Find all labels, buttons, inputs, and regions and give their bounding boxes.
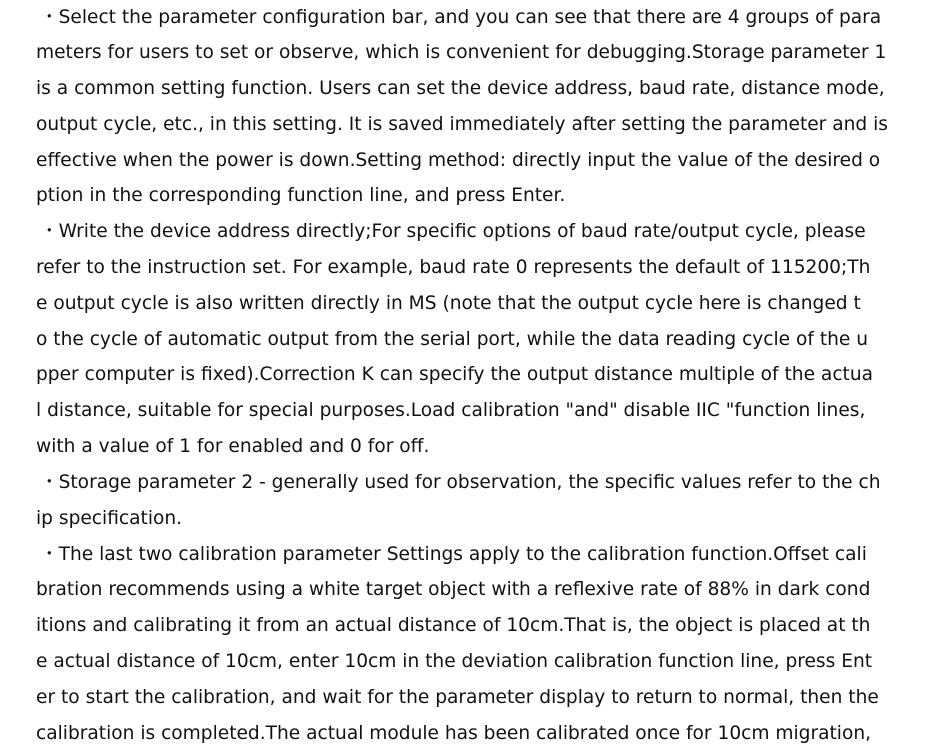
paragraph-line: refer to the instruction set. For example, baud rate 0 represents the default of 115200;Th bbox=[36, 257, 871, 278]
paragraph-line: bration recommends using a white target object with a reflexive rate of 88% in dark cond bbox=[36, 579, 871, 600]
paragraph-line: meters for users to set or observe, which is convenient for debugging.Storage parameter 1 bbox=[36, 42, 887, 63]
paragraph-line: ・Write the device address directly;For specific options of baud rate/output cycle, please bbox=[40, 221, 866, 242]
paragraph-line: calibration is completed.The actual module has been calibrated once for 10cm migration, bbox=[36, 723, 872, 744]
paragraph-line: ・Storage parameter 2 - generally used for observation, the specific values refer to the ch bbox=[40, 472, 881, 493]
paragraph-line: ・The last two calibration parameter Settings apply to the calibration function.Offset cali bbox=[40, 544, 867, 565]
paragraph-line: is a common setting function. Users can set the device address, baud rate, distance mode, bbox=[36, 78, 885, 99]
paragraph-line: e actual distance of 10cm, enter 10cm in the deviation calibration function line, press Ent bbox=[36, 651, 873, 672]
paragraph-line: ption in the corresponding function line, and press Enter. bbox=[36, 185, 566, 206]
paragraph-line: ip specification. bbox=[36, 508, 183, 529]
paragraph-line: ・Select the parameter configuration bar, and you can see that there are 4 groups of para bbox=[40, 7, 882, 28]
paragraph-line: e output cycle is also written directly in MS (note that the output cycle here is changed t bbox=[36, 293, 861, 314]
paragraph-line: effective when the power is down.Setting method: directly input the value of the desired o bbox=[36, 150, 881, 171]
paragraph-line: with a value of 1 for enabled and 0 for off. bbox=[36, 436, 430, 457]
paragraph-line: pper computer is fixed).Correction K can specify the output distance multiple of the actua bbox=[36, 364, 874, 385]
paragraph-line: l distance, suitable for special purposes.Load calibration "and" disable IIC "function lines, bbox=[36, 400, 866, 421]
paragraph-line: output cycle, etc., in this setting. It is saved immediately after setting the parameter and is bbox=[36, 114, 888, 135]
paragraph-line: o the cycle of automatic output from the serial port, while the data reading cycle of the u bbox=[36, 329, 869, 350]
paragraph-line: er to start the calibration, and wait for the parameter display to return to normal, then the bbox=[36, 687, 879, 708]
paragraph-line: itions and calibrating it from an actual distance of 10cm.That is, the object is placed at th bbox=[36, 615, 871, 636]
